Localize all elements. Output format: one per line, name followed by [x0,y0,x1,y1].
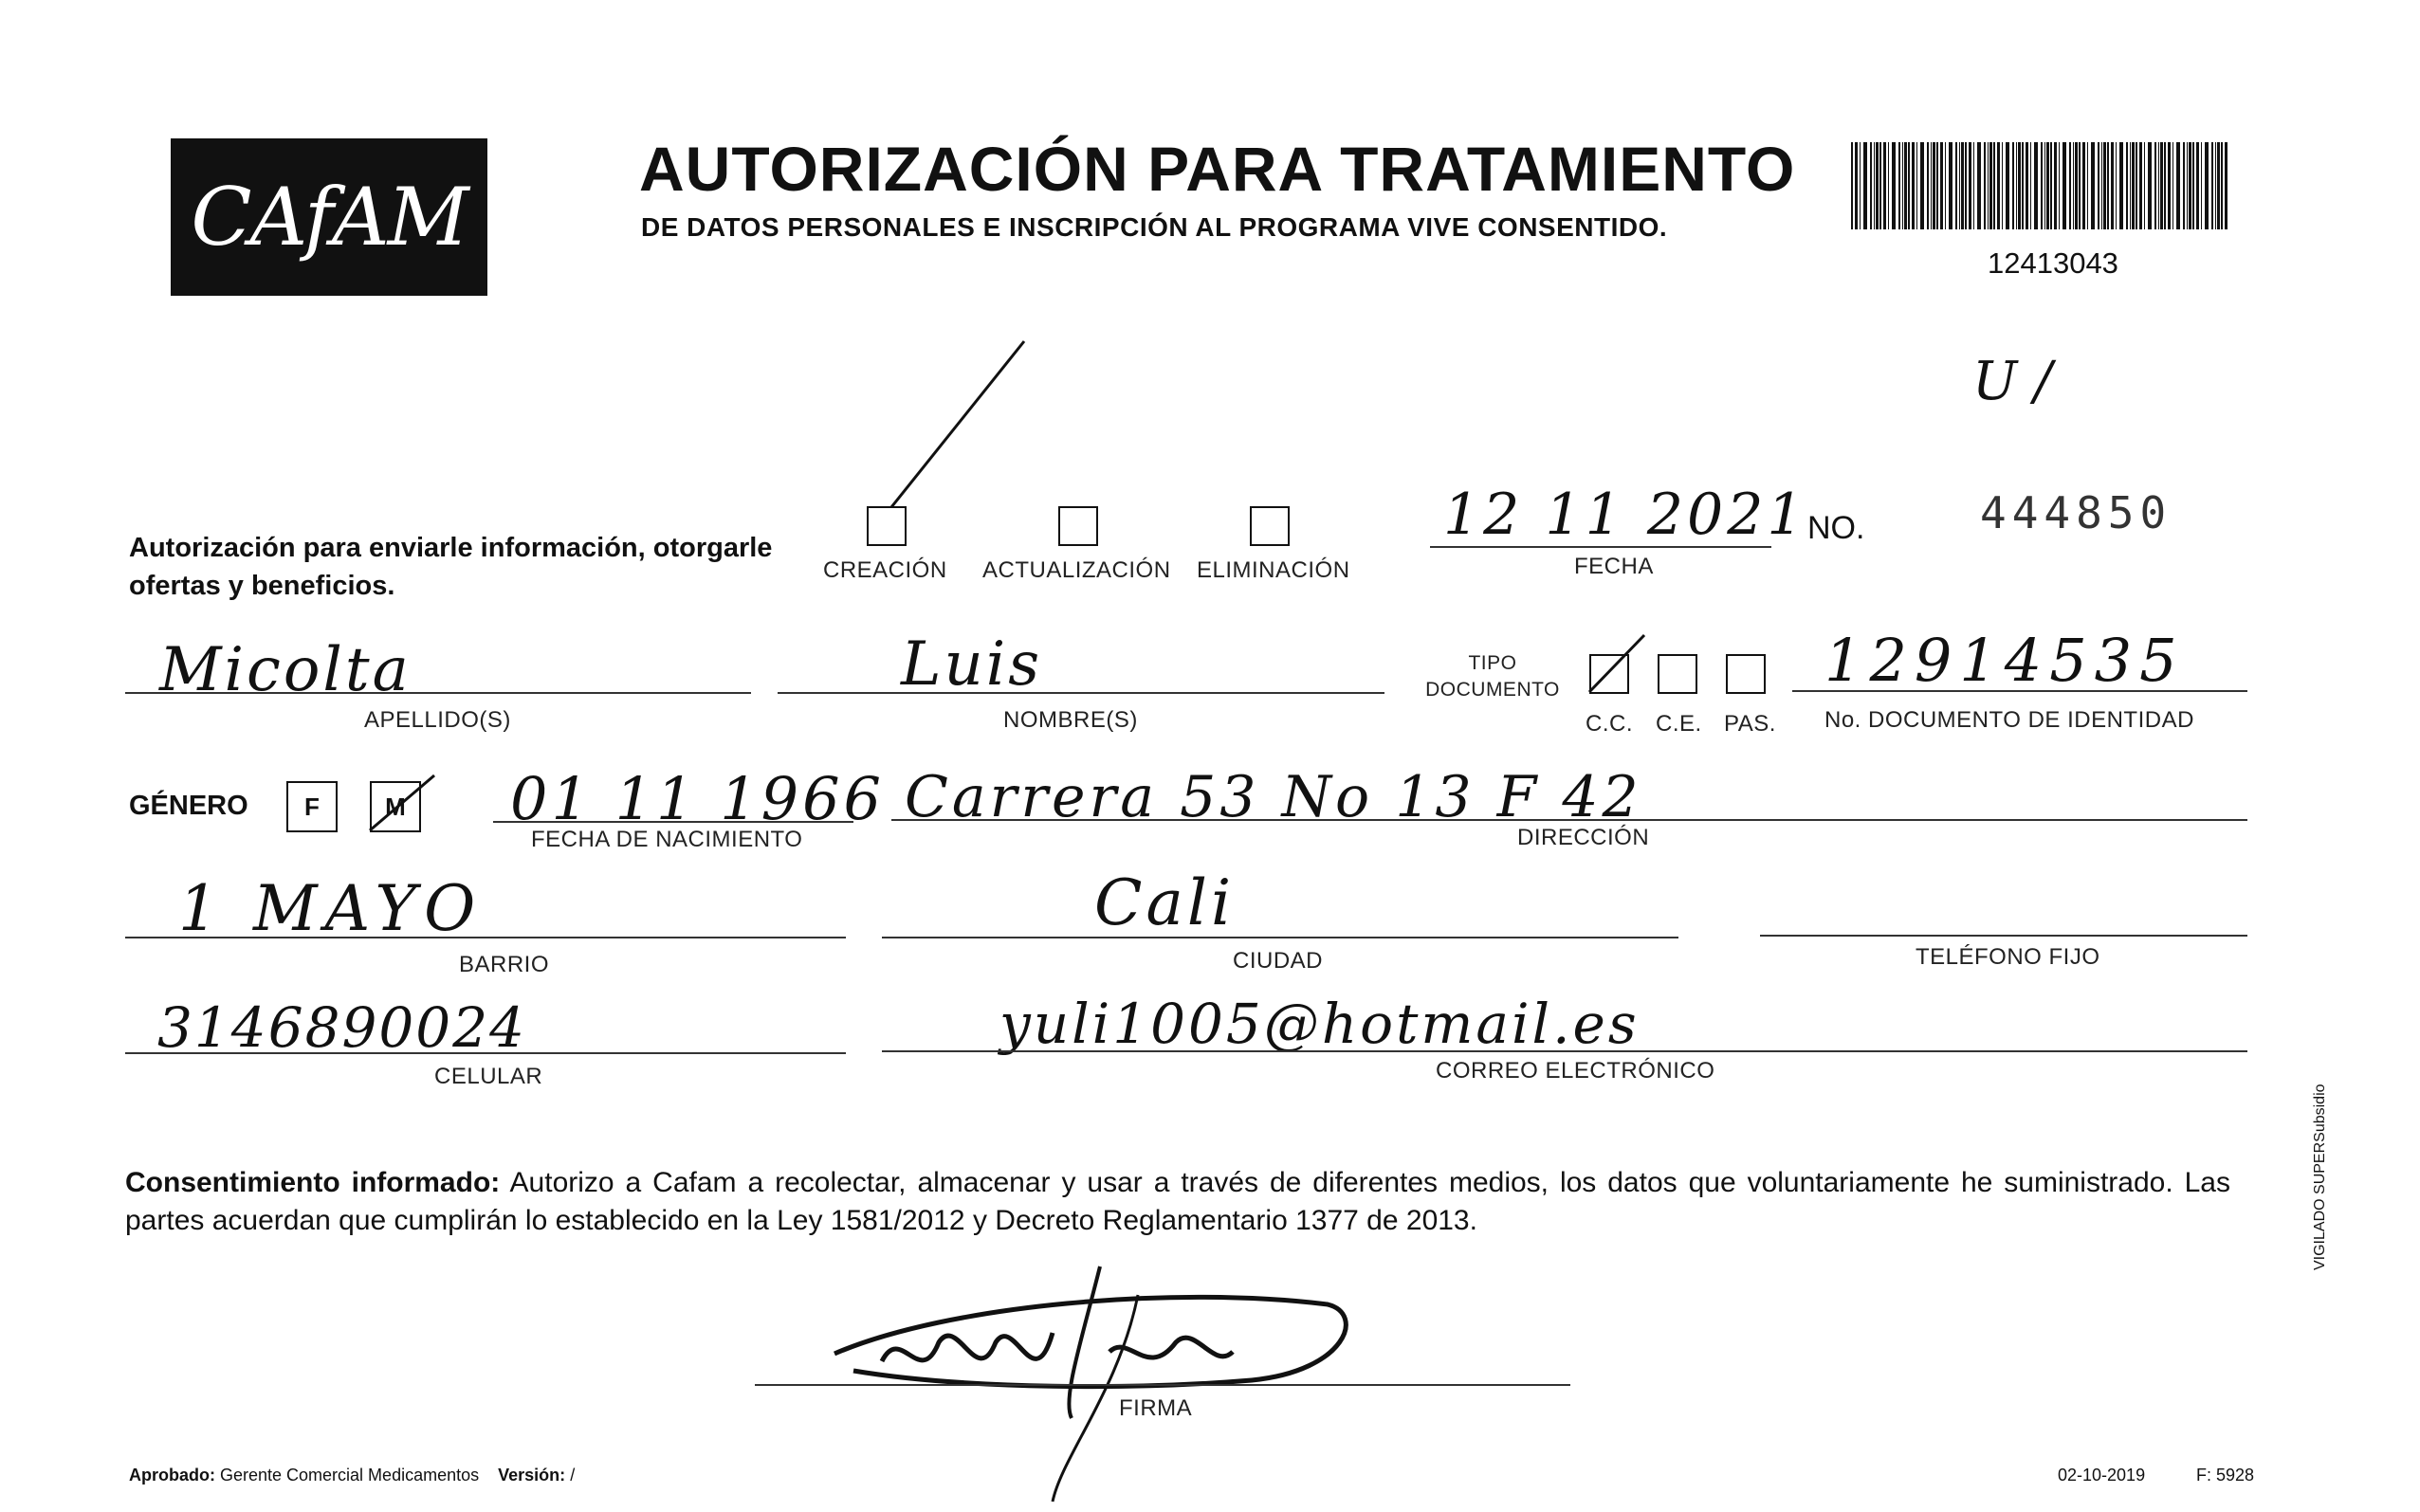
barcode-bar [2030,142,2031,229]
barcode-bar [2046,142,2049,229]
barcode-bar [2101,142,2102,229]
handwritten-mark: U / [1972,351,2052,412]
signature-drawing [816,1248,1366,1509]
barcode-bar [1898,142,1900,229]
celular-label: CELULAR [434,1064,543,1089]
nombres-line [778,692,1384,694]
barcode-bar [2132,142,2135,229]
barcode-bar [1977,142,1981,229]
genero-f-checkbox[interactable] [286,781,338,832]
nacimiento-value[interactable]: 01 11 1966 [510,764,885,833]
barcode-bar [1883,142,1886,229]
barcode-bar [2012,142,2014,229]
barcode-bar [1892,142,1896,229]
fecha-value[interactable]: 12 11 2021 [1443,482,1807,548]
barcode-bar [1997,142,2000,229]
barcode-bar [2189,142,2191,229]
barcode-bar [1879,142,1881,229]
barcode-bar [2205,142,2209,229]
barcode-bar [1955,142,1957,229]
correo-value[interactable]: yuli1005@hotmail.es [999,992,1640,1056]
ciudad-label: CIUDAD [1233,948,1324,974]
barcode-bar [1965,142,1967,229]
barcode-bar [2111,142,2114,229]
nombres-label: NOMBRE(S) [1003,707,1138,733]
barcode-bar [1984,142,1986,229]
barcode-bar [1912,142,1915,229]
apellidos-label: APELLIDO(S) [364,707,511,733]
barrio-value[interactable]: 1 MAYO [178,872,484,945]
barcode-bar [2126,142,2128,229]
pas-checkbox[interactable] [1726,654,1766,694]
direccion-line [891,819,2247,821]
ce-checkbox[interactable] [1658,654,1697,694]
nacimiento-line [493,821,853,823]
cafam-logo [171,138,487,296]
barcode-bar [1863,142,1867,229]
barrio-line [125,937,846,938]
celular-value[interactable]: 3146890024 [157,995,527,1060]
barcode-bar [2022,142,2024,229]
barcode-bar [2160,142,2163,229]
barcode-bar [1973,142,1974,229]
barcode-bar [2119,142,2123,229]
telefono-label: TELÉFONO FIJO [1916,944,2100,970]
barcode-bar [2075,142,2078,229]
signature-line [755,1384,1570,1386]
genero-m-check-mark [364,770,440,836]
barcode-bar [1959,142,1960,229]
form-subtitle: DE DATOS PERSONALES E INSCRIPCIÓN AL PROGRAMA VIVE CONSENTIDO. [641,212,1668,242]
barcode-bar [1860,142,1861,229]
ce-label: C.E. [1656,711,1702,737]
barcode-bar [2026,142,2028,229]
fecha-label: FECHA [1574,554,1654,579]
consent-paragraph [125,1164,2230,1240]
genero-f-label: F [304,792,320,821]
barcode-bar [2183,142,2185,229]
direccion-label: DIRECCIÓN [1517,825,1650,850]
barcode-bar [2154,142,2156,229]
footer-approval [129,1466,575,1485]
barcode-bar [1904,142,1907,229]
footer-form-code: F: 5928 [2196,1466,2255,1485]
barcode-bar [2196,142,2199,229]
eliminacion-label: ELIMINACIÓN [1197,557,1350,583]
fecha-line [1430,546,1771,548]
telefono-line [1760,935,2247,937]
barcode-bar [1920,142,1924,229]
barcode-bar [2087,142,2088,229]
barcode-bar [2091,142,2095,229]
cc-check-mark [1584,629,1650,696]
barcode-bar [1933,142,1935,229]
barcode-bar [1876,142,1879,229]
correo-label: CORREO ELECTRÓNICO [1436,1058,1715,1084]
barcode-bar [2050,142,2052,229]
barcode-bar [2069,142,2071,229]
barrio-label: BARRIO [459,952,550,977]
nombres-value[interactable]: Luis [901,629,1043,700]
barcode-bar [1888,142,1889,229]
barcode-bar [2192,142,2194,229]
tipo-documento-label: TIPO DOCUMENTO [1425,652,1560,701]
barcode-bar [1874,142,1875,229]
barcode-bar [2034,142,2038,229]
barcode-bar [2139,142,2142,229]
version-value: / [570,1466,576,1485]
barcode-bar [1916,142,1917,229]
apellidos-value[interactable]: Micolta [159,635,412,705]
barcode-number: 12413043 [1988,246,2118,280]
barcode-bar [2221,142,2223,229]
barcode-bar [1961,142,1964,229]
barcode-bar [2144,142,2145,229]
barcode [1851,142,2230,229]
barcode-bar [1988,142,1989,229]
barcode-bar [2217,142,2220,229]
barcode-bar [1945,142,1946,229]
barcode-bar [2116,142,2117,229]
pas-label: PAS. [1724,711,1776,737]
eliminacion-checkbox[interactable] [1250,506,1290,546]
barcode-bar [1927,142,1929,229]
celular-line [125,1052,846,1054]
barcode-bar [2211,142,2213,229]
barcode-bar [2201,142,2202,229]
barcode-bar [2103,142,2106,229]
barcode-bar [1931,142,1932,229]
footer-date: 02-10-2019 [2058,1466,2146,1485]
ciudad-line [882,937,1678,938]
barcode-bar [1851,142,1853,229]
barcode-bar [2176,142,2180,229]
direccion-value[interactable]: Carrera 53 No 13 F 42 [905,764,1642,830]
creacion-label: CREACIÓN [823,557,947,583]
documento-value[interactable]: 12914535 [1824,626,2185,695]
version-label: Versión: [498,1466,566,1485]
documento-label: No. DOCUMENTO DE IDENTIDAD [1824,707,2194,733]
barcode-bar [1902,142,1903,229]
signature-label: FIRMA [1119,1395,1193,1421]
barcode-bar [2079,142,2081,229]
barcode-bar [2107,142,2109,229]
barcode-bar [2168,142,2171,229]
aprobado-label: Aprobado: [129,1466,215,1485]
barcode-bar [1949,142,1952,229]
logo-text: CAfAM [191,171,468,264]
barcode-bar [2002,142,2003,229]
barcode-bar [2059,142,2060,229]
nacimiento-label: FECHA DE NACIMIENTO [531,827,803,852]
barcode-bar [2073,142,2074,229]
barcode-bar [2158,142,2159,229]
consent-text: Autorizo a Cafam a recolectar, almacenar y usar a través de diferentes medios, los datos que voluntariamente he suministrado. Las partes acuerdan que cumplirán lo establecido en la Ley 1581/2012 y Decreto Reglamentario 1377 de 2013. [125,1167,2230,1236]
barcode-bar [1870,142,1872,229]
barcode-bar [2044,142,2045,229]
barcode-bar [2082,142,2085,229]
barcode-bar [2187,142,2188,229]
no-label: NO. [1807,510,1865,546]
barcode-bar [1940,142,1943,229]
barcode-bar [2098,142,2099,229]
apellidos-line [125,692,751,694]
barcode-bar [1989,142,1992,229]
ciudad-value[interactable]: Cali [1094,866,1236,939]
barcode-bar [1855,142,1858,229]
correo-line [882,1050,2247,1052]
barcode-bar [2164,142,2166,229]
barcode-bar [2006,142,2009,229]
cc-label: C.C. [1586,711,1633,737]
barcode-bar [2225,142,2228,229]
barcode-bar [2062,142,2066,229]
documento-line [1792,690,2247,692]
barcode-bar [2136,142,2137,229]
barcode-bar [2016,142,2017,229]
authorization-intro: Autorización para enviarle información, otorgarle ofertas y beneficios. [129,533,773,601]
vigilado-text: VIGILADO SUPERSubsidio [2312,1084,2328,1270]
barcode-bar [1936,142,1938,229]
creacion-checkbox[interactable] [867,506,907,546]
barcode-bar [2172,142,2173,229]
barcode-bar [2041,142,2043,229]
genero-m-label: M [385,792,406,821]
barcode-bar [1908,142,1910,229]
barcode-bar [2130,142,2131,229]
genero-label: GÉNERO [129,791,248,821]
barcode-bar [2054,142,2057,229]
barcode-bar [2215,142,2216,229]
actualizacion-checkbox[interactable] [1058,506,1098,546]
form-title: AUTORIZACIÓN PARA TRATAMIENTO [639,134,1796,204]
no-value: 444850 [1980,487,2172,538]
aprobado-value: Gerente Comercial Medicamentos [220,1466,480,1485]
barcode-bar [1969,142,1971,229]
barcode-bar [1993,142,1995,229]
consent-heading: Consentimiento informado: [125,1167,501,1198]
barcode-bar [2018,142,2021,229]
actualizacion-label: ACTUALIZACIÓN [982,557,1171,583]
barcode-bar [2148,142,2152,229]
